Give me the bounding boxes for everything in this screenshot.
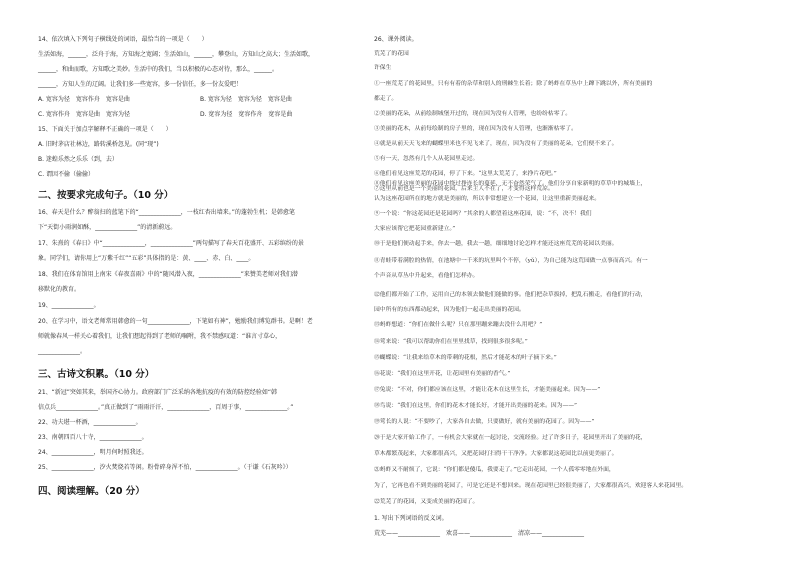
text-line: B. 宽容为径 宽容为径 宽容是曲: [200, 96, 292, 103]
text-line: 19、______________。: [38, 302, 100, 309]
text-line: 园中所有的东西都动起来，因为他们一起走出美丽的花园。: [374, 307, 525, 313]
text-line: ⑮蝴蝶说：“让我来给草木的带刺的花根，然后才能花木的叶子摘下来。”: [374, 355, 557, 361]
text-line: ______________。: [38, 348, 87, 355]
text-line: A. 旧时茅店社林边，路转溪桥忽见。(同“现”): [38, 141, 159, 148]
text-line: ⑤有一天，忽然有几个人从花园里走过。: [374, 156, 479, 162]
text-line: ⑫他们都开始了工作，运用自己的本领去做他们能做的事。他们把杂草拔掉，把乱石搬走，看他们的行动，: [374, 292, 647, 298]
text-line: ⑬蚂蚱想道：“你们在做什么呢？只在那里蹦来蹦去没什么用吧？”: [374, 322, 543, 328]
text-line: 都走了。: [374, 96, 398, 102]
text-line: ______，和曲而歌，方知歌之美妙。生活中的我们，当以积极的心态对待，那么，______。: [38, 66, 279, 73]
text-line: ㉑蚂蚱又不耐烦了，它说：“你们都是傻瓜，我要走了。”它走出花园，一个人孤零零地在外面，: [374, 467, 615, 473]
text-line: C. 谓因不偷（偷偷）: [38, 171, 95, 178]
text-line: ⑲莺长的人说：“不要吵了，大家各自去做，只要做好，就有美丽的花园了。因为——”: [374, 419, 595, 425]
text-line: 个声音从草丛中升起来，看他们怎样办。: [374, 273, 479, 279]
text-line: ⑩于是他们便动起手来，你去一趟，我去一趟，细细地讨论怎样才能还这座荒芜的花园以美丽。: [374, 241, 618, 247]
text-line: 1. 写出下列词语的反义词。: [374, 515, 448, 522]
text-line: 荒芜——______________ 欢喜——______________ 清凉——______________: [374, 530, 585, 537]
text-line: D. 宽容为径 宽容作舟 宽容是曲: [200, 111, 293, 118]
text-line: ______，方知人生的辽阔。让我们多一些宽容，多一份信任，多一份友爱吧！: [38, 81, 243, 88]
text-line: 16、春天是什么？醉翁扫的蓝笔下的“______________，一枝红杏出墙来。”的蓬勃生机；是韩愈笔: [38, 209, 295, 216]
text-line: 大家应该帮它把花园重新建立。”: [374, 226, 456, 232]
text-line: ⑰兔说：“不对，你们都应该在这里，才能让花木在这里生长，才能美丽起来。因为——”: [374, 387, 601, 393]
text-line: ⑭莺来说：“我可以帮助你们在里里找草，找到很多很多呢。”: [374, 339, 528, 345]
text-line: 师就像春风一样关心着我们，让我们想起得到了老师的嘱咐，我不禁感叹道：“谁言寸草心，: [38, 333, 282, 340]
text-line: ⑳于是大家开始工作了，一有机会大家就在一起讨论，交流经验。过了许多日子，花园里开出了美丽的花，: [374, 435, 647, 441]
text-line: ②美丽的花朵，从前绘制城堡开过的，现在因为没有人管理，也纷纷枯零了。: [374, 111, 572, 117]
text-line: ⑦这里从前也是一个美丽的花园，后来主人不在了，才变得这样荒凉。: [374, 186, 554, 192]
text-line: ③美丽的花木，从前每绘制的房子里的，现在因为没有人管理，也渐渐枯零了。: [374, 126, 577, 132]
text-line: ①一座荒芜了的花园里，只有有着的杂草和别人的刑棘生长着；除了蚂蚱在草丛中上蹿下跳以外，所有美丽的: [374, 81, 653, 87]
text-line: ㉒荒芜了的花园，又变成美丽的花园了。: [374, 499, 479, 505]
text-line: 生活如海，______，泛舟于海，方知海之宽阔；生活如山，______，攀登山，方知山之高大；生活如歌，: [38, 51, 315, 58]
text-line: 18、我们在体育馆用上南宋《春夜喜雨》中的“随风潜入夜，______________”来赞美老师对我们潜: [38, 271, 298, 278]
text-line: 17、朱熹的《春日》中“______________，______________”两句描写了春天百花盛开、五彩缤纷的景: [38, 240, 304, 247]
text-line: 许保生: [374, 65, 392, 71]
text-line: 23、南朝四百八十寺，______________。: [38, 434, 148, 441]
text-line: 下“天街小雨润如酥，______________”的清新蔚远。: [38, 224, 177, 231]
text-line: 20、在学习中，语文老师常用韩愈的一句______________，下笔如有神”，勉励我们博览群书。是啊！老: [38, 318, 313, 325]
text-line: 26、课外阅读。: [374, 36, 418, 43]
text-line: 认为这座花园所在的地方就是美丽的，所以非常想建立一个花园，让这里重新美丽起来。: [374, 196, 601, 202]
text-line: 草木都繁茂起来，大家都很高兴，又把花园打扫得干干净净。大家都说这花园比以前更美丽了。: [374, 451, 618, 457]
text-line: ⑧他们看见这座美丽的花园中绕过挣连长的蔓延，无不奋然荣气了。他们分享自家新明的草草中的城墙上，: [374, 181, 647, 187]
text-line: ④就是从前天天飞来的蝴蝶里米也不见飞来了，现在，因为没有了美丽的花朵，它们便不来了。: [374, 141, 618, 147]
text-line: 15、下面关于加点字解释不正确的一项是（ ）: [38, 126, 172, 133]
text-line: 信点兵______________。”真正做到了“雨雨汗汗，______________，百周于事，______________。”: [38, 404, 294, 411]
text-line: A. 宽容为径 宽容作舟 宽容是曲: [38, 96, 130, 103]
text-line: C. 宽容作舟 宽容是曲 宽容为径: [38, 111, 131, 118]
text-line: 为了，它再也看不到美丽的花园了，可是它还是不想回来。现在花园里已经很美丽了，大家都很高兴，欢迎客人来花园里。: [374, 483, 688, 489]
text-line: ⑪青蛙带着满腔的热情，在池塘中一千米的坑里叫个不停，（yǔ），为自己能为这荒园做一点事而高兴。有一: [374, 258, 648, 264]
text-line: ⑯花说：“我们在这里开花，让花园里有美丽的香气。”: [374, 371, 511, 377]
section-heading: 三、古诗文积累。（10 分）: [38, 369, 155, 380]
text-line: 22、功夫堪一杯酒，______________。: [38, 419, 142, 426]
text-line: 荒芜了的花园: [374, 51, 409, 57]
text-line: B. 迷蝗乐然之乐乐（到，去）: [38, 156, 118, 163]
text-line: 21、“新冠”突如其来，举国齐心协力。政府部门广泛采纳各地抗疫的有效的防控经验如“韩: [38, 389, 277, 396]
text-line: 24、______________，明月何时照我还。: [38, 449, 148, 456]
text-line: ⑥他们看见这座荒芜的花园，停了下来。“这里太荒芜了，来挣片花吧。”: [374, 171, 557, 177]
text-line: 25、______________，汐火焚烧若等闲。粉骨碎身浑不怕，______________。（于谦《石灰吟》）: [38, 464, 292, 471]
section-heading: 二、按要求完成句子。（10 分）: [38, 190, 174, 201]
text-line: 移默化的教育。: [38, 286, 81, 293]
text-line: ⑱鸟说：“我们在这里，你们的花木才能长好，才能开出美丽的花来。因为——”: [374, 403, 578, 409]
text-line: 象。同学们，请你用上“万紫千红”“五彩”具体指的是：黄、____、赤、白、____。: [38, 255, 255, 262]
section-heading: 四、阅读理解。（20 分）: [38, 486, 145, 497]
text-line: 14、依次填入下列句子横线处的词语，最恰当的一项是（ ）: [38, 36, 208, 43]
text-line: ⑨一个说：“你这花园还是花园吗？”其余的人都望着这座花园，说：“不，决不！我们: [374, 211, 592, 217]
